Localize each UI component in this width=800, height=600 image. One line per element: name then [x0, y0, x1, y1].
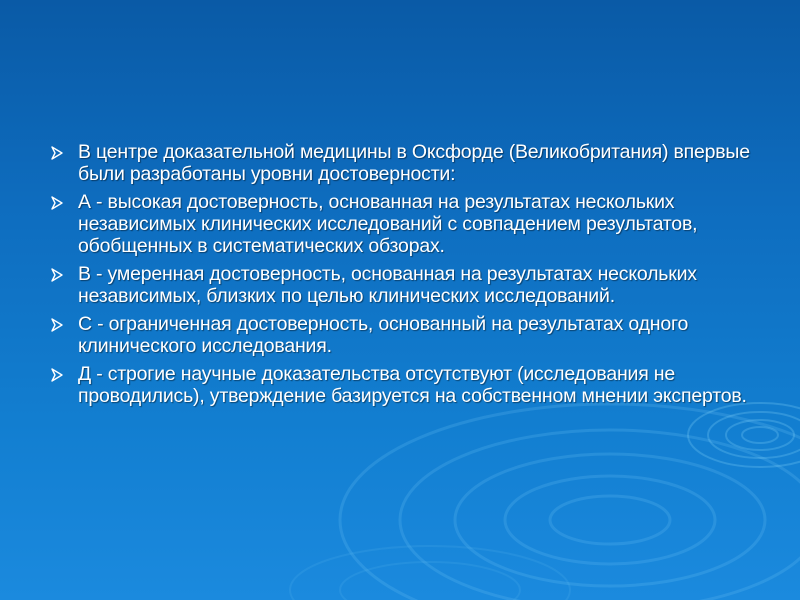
arrowhead-bullet-icon	[50, 268, 64, 282]
bullet-item-level-a	[50, 191, 755, 257]
arrowhead-bullet-icon	[50, 318, 64, 332]
bullet-text: В - умеренная достоверность, основанная на результатах нескольких независимых, близких по целью клинических исследований.	[78, 263, 697, 307]
bullet-item-level-c	[50, 313, 755, 357]
bullet-text: Д - строгие научные доказательства отсутствуют (исследования не проводились), утверждение базируется на собственном мнении экспертов.	[78, 363, 747, 407]
bullet-text: В центре доказательной медицины в Оксфорде (Великобритания) впервые были разработаны уровни достоверности:	[78, 141, 750, 185]
arrowhead-bullet-icon	[50, 146, 64, 160]
bullet-item-level-d	[50, 363, 755, 407]
bullet-item-oxford-levels	[50, 141, 755, 185]
bullet-list	[50, 141, 755, 407]
arrowhead-bullet-icon	[50, 368, 64, 382]
bullet-item-level-b	[50, 263, 755, 307]
arrowhead-bullet-icon	[50, 196, 64, 210]
bullet-text: С - ограниченная достоверность, основанный на результатах одного клинического исследования.	[78, 313, 689, 357]
bullet-list-container	[50, 141, 755, 413]
bullet-text: А - высокая достоверность, основанная на результатах нескольких независимых клинических исследований с совпадением результатов, обобщенных в систематических обзорах.	[78, 191, 698, 257]
